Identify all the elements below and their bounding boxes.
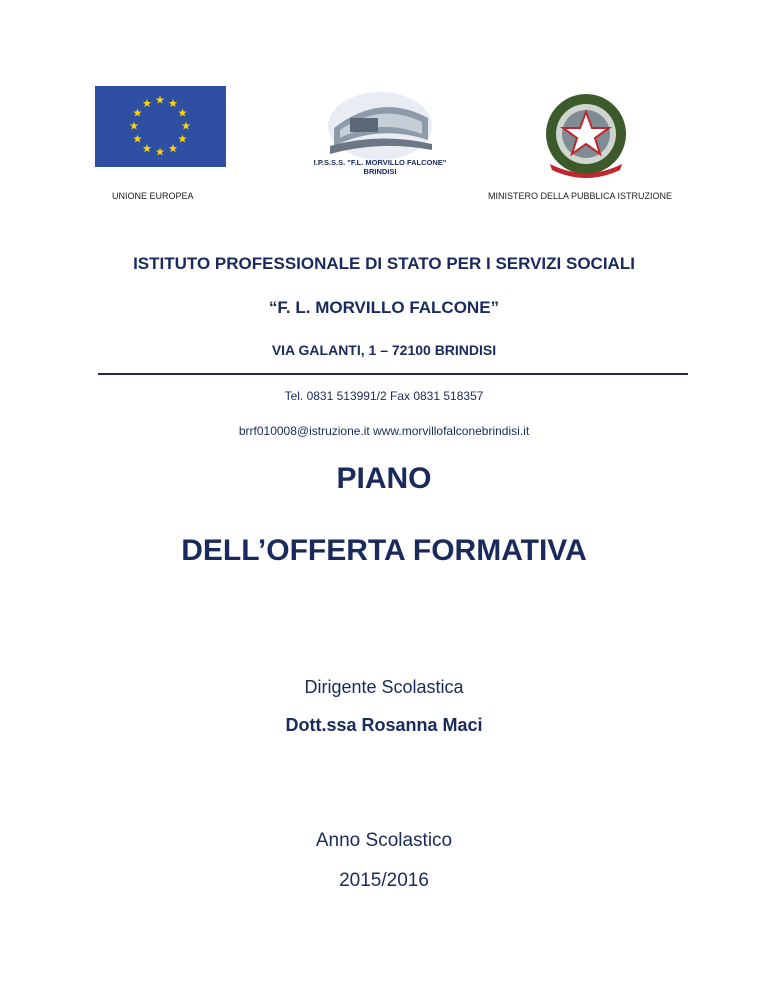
eu-star-icon <box>169 144 178 152</box>
school-logo-caption <box>300 158 460 176</box>
ministry-caption: MINISTERO DELLA PUBBLICA ISTRUZIONE <box>488 191 673 201</box>
school-year-value: 2015/2016 <box>339 870 429 891</box>
principal-name: Dott.ssa Rosanna Maci <box>285 715 483 735</box>
eu-star-icon <box>169 99 178 107</box>
eu-star-icon <box>178 109 187 117</box>
eu-star-icon <box>156 96 165 104</box>
institute-phone-fax: Tel. 0831 513991/2 Fax 0831 518357 <box>284 389 484 403</box>
eu-star-icon <box>133 135 142 143</box>
italian-republic-emblem <box>536 90 636 182</box>
eu-caption: UNIONE EUROPEA <box>112 191 194 201</box>
school-logo-caption-line1: I.P.S.S.S. "F.L. MORVILLO FALCONE" <box>313 158 447 167</box>
eu-star-icon <box>130 122 139 130</box>
eu-stars-icon <box>95 86 226 167</box>
eu-star-icon <box>143 99 152 107</box>
eu-star-icon <box>133 109 142 117</box>
document-title-line2: DELL’OFFERTA FORMATIVA <box>181 534 587 567</box>
eu-star-icon <box>182 122 191 130</box>
eu-flag-logo <box>95 86 226 167</box>
eu-star-icon <box>156 148 165 156</box>
school-year-label: Anno Scolastico <box>315 830 453 851</box>
institute-address: VIA GALANTI, 1 – 72100 BRINDISI <box>271 342 497 358</box>
school-logo <box>300 88 460 208</box>
school-logo-caption-line2: BRINDISI <box>363 167 397 176</box>
eu-star-icon <box>178 135 187 143</box>
institute-subtitle: “F. L. MORVILLO FALCONE” <box>268 298 500 317</box>
eu-star-icon <box>143 144 152 152</box>
emblem-star-icon <box>536 90 636 182</box>
institute-name: ISTITUTO PROFESSIONALE DI STATO PER I SERVIZI SOCIALI <box>133 254 635 273</box>
institute-email-web: brrf010008@istruzione.it www.morvillofalconebrindisi.it <box>238 424 530 438</box>
document-title-line1: PIANO <box>336 462 432 495</box>
principal-role: Dirigente Scolastica <box>304 677 464 697</box>
header-divider <box>98 373 688 375</box>
